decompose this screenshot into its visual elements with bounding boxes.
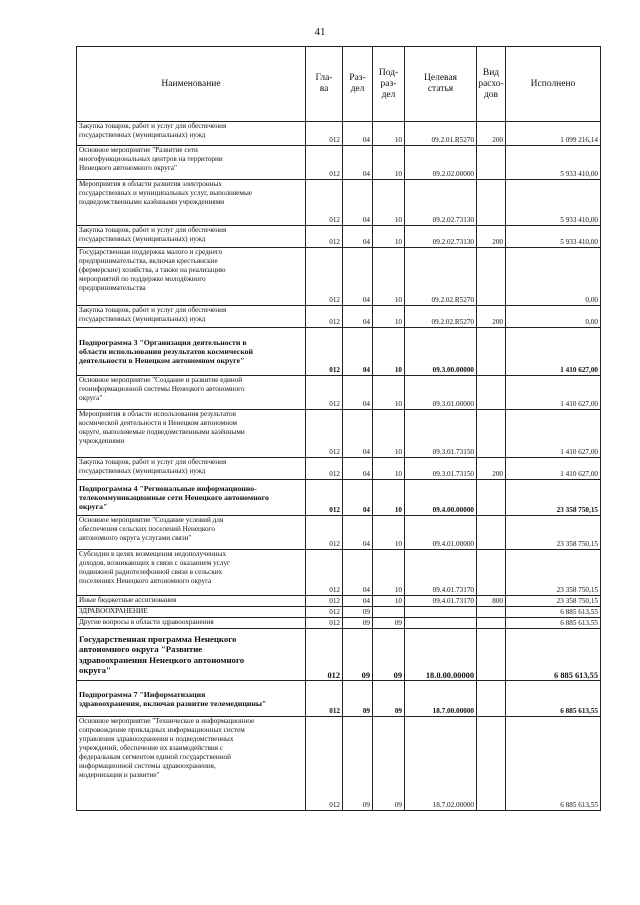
table-row bbox=[77, 306, 601, 328]
row-name: Подпрограмма 4 "Региональные информационно- телекоммуникационные сети Ненецкого автономного округа" bbox=[77, 480, 306, 516]
row-podrazdel: 10 bbox=[373, 146, 405, 180]
row-statya: 09.2.01.R5270 bbox=[405, 122, 477, 146]
row-amount: 5 933 410,00 bbox=[506, 146, 601, 180]
row-statya: 18.7.02.00000 bbox=[405, 717, 477, 811]
row-razdel: 09 bbox=[343, 607, 373, 618]
table-row bbox=[77, 480, 601, 516]
row-statya: 09.4.01.73170 bbox=[405, 550, 477, 596]
header-glava: Гла- ва bbox=[306, 47, 343, 122]
row-razdel: 04 bbox=[343, 122, 373, 146]
row-razdel: 04 bbox=[343, 516, 373, 550]
header-amount: Исполнено bbox=[506, 47, 601, 122]
table-row bbox=[77, 146, 601, 180]
header-razdel: Раз- дел bbox=[343, 47, 373, 122]
row-glava: 012 bbox=[306, 122, 343, 146]
row-vid: 200 bbox=[477, 458, 506, 480]
row-statya: 09.3.01.73150 bbox=[405, 458, 477, 480]
table-row bbox=[77, 681, 601, 717]
row-glava: 012 bbox=[306, 376, 343, 410]
row-name: Подпрограмма 3 "Организация деятельности в области использования результатов космической деятельности в Ненецком автономном округе" bbox=[77, 328, 306, 376]
row-vid: 200 bbox=[477, 122, 506, 146]
row-name: Другие вопросы в области здравоохранения bbox=[77, 618, 306, 629]
row-glava: 012 bbox=[306, 306, 343, 328]
row-amount: 23 358 750,15 bbox=[506, 480, 601, 516]
row-amount: 23 358 750,15 bbox=[506, 596, 601, 607]
row-name: Основное мероприятие "Техническое и информационное сопровождение прикладных информационных систем управления здравоохранения и подведомственных учреждений, обеспечение их взаимодействия с федеральным сегментом единой государственной информационной системы здравоохранения, модернизация и развитие" bbox=[77, 717, 306, 811]
row-glava: 012 bbox=[306, 516, 343, 550]
row-statya: 09.4.01.73170 bbox=[405, 596, 477, 607]
row-vid bbox=[477, 180, 506, 226]
row-amount: 1 410 627,00 bbox=[506, 328, 601, 376]
row-glava: 012 bbox=[306, 248, 343, 306]
row-podrazdel: 09 bbox=[373, 629, 405, 681]
row-vid bbox=[477, 629, 506, 681]
row-amount: 5 933 410,00 bbox=[506, 226, 601, 248]
row-amount: 1 410 627,00 bbox=[506, 376, 601, 410]
row-name: ЗДРАВООХРАНЕНИЕ bbox=[77, 607, 306, 618]
row-glava: 012 bbox=[306, 180, 343, 226]
table-row bbox=[77, 596, 601, 607]
row-amount: 6 885 613,55 bbox=[506, 717, 601, 811]
row-vid bbox=[477, 516, 506, 550]
row-vid: 200 bbox=[477, 306, 506, 328]
table-header-row bbox=[77, 47, 601, 122]
row-name: Закупка товаров, работ и услуг для обеспечения государственных (муниципальных) нужд bbox=[77, 122, 306, 146]
table-row bbox=[77, 226, 601, 248]
row-vid bbox=[477, 480, 506, 516]
table-row bbox=[77, 248, 601, 306]
row-podrazdel: 09 bbox=[373, 618, 405, 629]
row-glava: 012 bbox=[306, 226, 343, 248]
row-podrazdel: 10 bbox=[373, 376, 405, 410]
row-name: Мероприятия в области развития электронных государственных и муниципальных услуг, выполняемые подведомственными казёнными учреждениями bbox=[77, 180, 306, 226]
table-row bbox=[77, 629, 601, 681]
row-glava: 012 bbox=[306, 480, 343, 516]
row-name: Субсидии в целях возмещения недополученных доходов, возникающих в связи с оказанием услуг подвижной радиотелефонной связи в сельских поселениях Ненецкого автономного округа bbox=[77, 550, 306, 596]
row-podrazdel: 10 bbox=[373, 550, 405, 596]
row-podrazdel bbox=[373, 607, 405, 618]
row-razdel: 09 bbox=[343, 618, 373, 629]
page-number: 41 bbox=[314, 26, 326, 38]
row-amount: 23 358 750,15 bbox=[506, 516, 601, 550]
row-statya: 18.0.00.00000 bbox=[405, 629, 477, 681]
row-podrazdel: 10 bbox=[373, 180, 405, 226]
row-glava: 012 bbox=[306, 681, 343, 717]
row-razdel: 04 bbox=[343, 410, 373, 458]
row-statya: 09.2.02.R5270 bbox=[405, 306, 477, 328]
row-name: Государственная поддержка малого и среднего предпринимательства, включая крестьянские (фермерские) хозяйства, а также на реализацию мероприятий по поддержке молодёжного предпринимательства bbox=[77, 248, 306, 306]
table-row bbox=[77, 516, 601, 550]
header-statya: Целевая статья bbox=[405, 47, 477, 122]
row-statya: 09.2.02.73130 bbox=[405, 226, 477, 248]
row-vid bbox=[477, 607, 506, 618]
table-row bbox=[77, 607, 601, 618]
row-vid bbox=[477, 410, 506, 458]
row-podrazdel: 10 bbox=[373, 480, 405, 516]
row-amount: 0,00 bbox=[506, 248, 601, 306]
row-glava: 012 bbox=[306, 629, 343, 681]
row-statya bbox=[405, 607, 477, 618]
table-row bbox=[77, 410, 601, 458]
table-row bbox=[77, 550, 601, 596]
table-row bbox=[77, 458, 601, 480]
row-razdel: 04 bbox=[343, 180, 373, 226]
row-statya: 09.3.01.73150 bbox=[405, 410, 477, 458]
header-vid: Вид расхо- дов bbox=[477, 47, 506, 122]
row-amount: 1 410 627,00 bbox=[506, 458, 601, 480]
row-podrazdel: 10 bbox=[373, 248, 405, 306]
row-glava: 012 bbox=[306, 328, 343, 376]
row-amount: 23 358 750,15 bbox=[506, 550, 601, 596]
row-amount: 6 885 613,55 bbox=[506, 681, 601, 717]
table-row bbox=[77, 376, 601, 410]
row-podrazdel: 10 bbox=[373, 122, 405, 146]
row-glava: 012 bbox=[306, 717, 343, 811]
row-glava: 012 bbox=[306, 146, 343, 180]
row-podrazdel: 09 bbox=[373, 717, 405, 811]
row-statya: 09.3.00.00000 bbox=[405, 328, 477, 376]
row-statya: 09.4.01.00000 bbox=[405, 516, 477, 550]
row-vid bbox=[477, 717, 506, 811]
row-vid: 200 bbox=[477, 226, 506, 248]
row-podrazdel: 10 bbox=[373, 226, 405, 248]
row-statya: 09.2.02.73130 bbox=[405, 180, 477, 226]
row-glava: 012 bbox=[306, 607, 343, 618]
row-razdel: 04 bbox=[343, 480, 373, 516]
row-glava: 012 bbox=[306, 550, 343, 596]
row-name: Иные бюджетные ассигнования bbox=[77, 596, 306, 607]
row-razdel: 04 bbox=[343, 146, 373, 180]
row-vid: 800 bbox=[477, 596, 506, 607]
row-razdel: 09 bbox=[343, 629, 373, 681]
budget-table bbox=[76, 46, 601, 811]
row-amount: 5 933 410,00 bbox=[506, 180, 601, 226]
row-name: Подпрограмма 7 "Информатизация здравоохранения, включая развитие телемедицины" bbox=[77, 681, 306, 717]
row-podrazdel: 10 bbox=[373, 410, 405, 458]
row-amount: 6 885 613,55 bbox=[506, 607, 601, 618]
row-name: Основное мероприятие "Создание и развитие единой геоинформационной системы Ненецкого автономного округа" bbox=[77, 376, 306, 410]
row-razdel: 04 bbox=[343, 596, 373, 607]
row-glava: 012 bbox=[306, 458, 343, 480]
row-razdel: 04 bbox=[343, 550, 373, 596]
row-podrazdel: 10 bbox=[373, 328, 405, 376]
header-name: Наименование bbox=[77, 47, 306, 122]
row-razdel: 04 bbox=[343, 248, 373, 306]
row-name: Государственная программа Ненецкого автономного округа "Развитие здравоохранения Ненецкого автономного округа" bbox=[77, 629, 306, 681]
row-name: Закупка товаров, работ и услуг для обеспечения государственных (муниципальных) нужд bbox=[77, 458, 306, 480]
row-razdel: 04 bbox=[343, 376, 373, 410]
row-glava: 012 bbox=[306, 410, 343, 458]
row-podrazdel: 10 bbox=[373, 458, 405, 480]
row-razdel: 09 bbox=[343, 681, 373, 717]
table-row bbox=[77, 180, 601, 226]
row-statya: 18.7.00.00000 bbox=[405, 681, 477, 717]
header-podrazdel: Под- раз- дел bbox=[373, 47, 405, 122]
table-row bbox=[77, 328, 601, 376]
row-razdel: 04 bbox=[343, 226, 373, 248]
row-razdel: 09 bbox=[343, 717, 373, 811]
row-vid bbox=[477, 248, 506, 306]
row-amount: 0,00 bbox=[506, 306, 601, 328]
row-statya bbox=[405, 618, 477, 629]
row-glava: 012 bbox=[306, 618, 343, 629]
row-amount: 6 885 613,55 bbox=[506, 618, 601, 629]
row-podrazdel: 10 bbox=[373, 596, 405, 607]
row-vid bbox=[477, 376, 506, 410]
row-amount: 1 099 216,14 bbox=[506, 122, 601, 146]
row-vid bbox=[477, 328, 506, 376]
row-statya: 09.2.02.R5270 bbox=[405, 248, 477, 306]
table-row bbox=[77, 618, 601, 629]
row-amount: 6 885 613,55 bbox=[506, 629, 601, 681]
row-name: Основное мероприятие "Создание условий для обеспечения сельских поселений Ненецкого автономного округа услугами связи" bbox=[77, 516, 306, 550]
row-name: Закупка товаров, работ и услуг для обеспечения государственных (муниципальных) нужд bbox=[77, 306, 306, 328]
row-statya: 09.4.00.00000 bbox=[405, 480, 477, 516]
row-vid bbox=[477, 618, 506, 629]
row-razdel: 04 bbox=[343, 306, 373, 328]
row-name: Основное мероприятие "Развитие сети многофункциональных центров на территории Ненецкого автономного округа" bbox=[77, 146, 306, 180]
row-razdel: 04 bbox=[343, 458, 373, 480]
row-statya: 09.2.02.00000 bbox=[405, 146, 477, 180]
row-vid bbox=[477, 681, 506, 717]
row-podrazdel: 10 bbox=[373, 306, 405, 328]
row-name: Закупка товаров, работ и услуг для обеспечения государственных (муниципальных) нужд bbox=[77, 226, 306, 248]
row-statya: 09.3.01.00000 bbox=[405, 376, 477, 410]
row-podrazdel: 09 bbox=[373, 681, 405, 717]
row-amount: 1 410 627,00 bbox=[506, 410, 601, 458]
table-row bbox=[77, 122, 601, 146]
table-row bbox=[77, 717, 601, 811]
row-podrazdel: 10 bbox=[373, 516, 405, 550]
row-vid bbox=[477, 146, 506, 180]
row-razdel: 04 bbox=[343, 328, 373, 376]
row-vid bbox=[477, 550, 506, 596]
row-glava: 012 bbox=[306, 596, 343, 607]
row-name: Мероприятия в области использования результатов космической деятельности в Ненецком автономном округе, выполняемые подведомственными казёнными учреждениями bbox=[77, 410, 306, 458]
